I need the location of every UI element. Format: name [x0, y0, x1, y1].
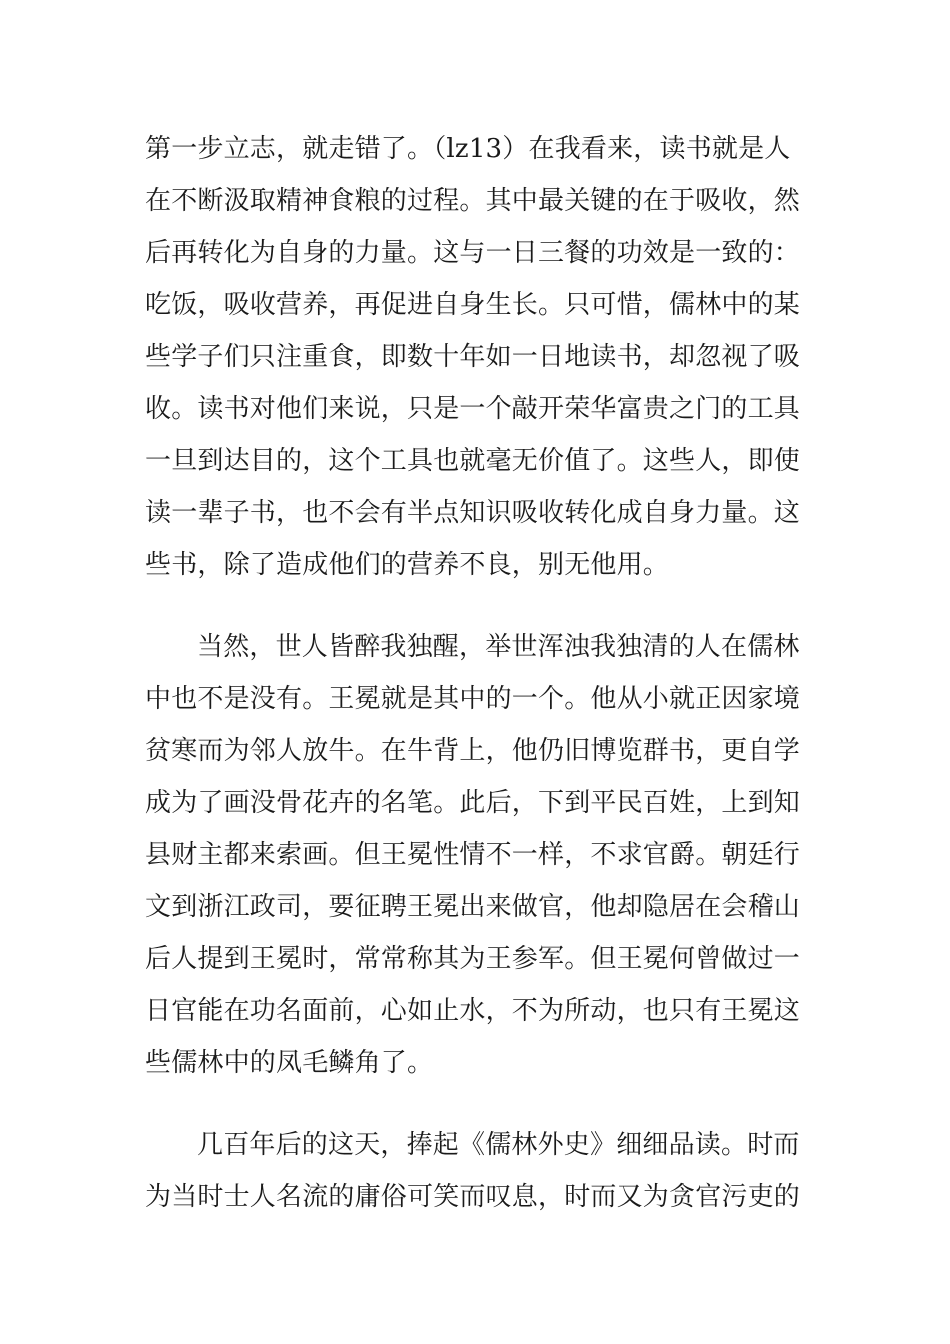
text-line: 些书，除了造成他们的营养不良，别无他用。	[145, 550, 670, 580]
text-line: 文到浙江政司，要征聘王冕出来做官，他却隐居在会稽山	[145, 892, 801, 922]
text-line: 些学子们只注重食，即数十年如一日地读书，却忽视了吸	[145, 342, 801, 372]
text-line: 当然，世人皆醉我独醒，举世浑浊我独清的人在儒林	[197, 632, 800, 662]
text-line: 为当时士人名流的庸俗可笑而叹息，时而又为贪官污吏的	[145, 1182, 801, 1212]
text-line: 成为了画没骨花卉的名笔。此后，下到平民百姓，上到知	[145, 788, 801, 818]
text-line: 些儒林中的凤毛鳞角了。	[145, 1048, 434, 1078]
text-line: 第一步立志，就走错了。（lz13）在我看来，读书就是人	[145, 134, 791, 164]
text-line: 一旦到达目的，这个工具也就毫无价值了。这些人，即使	[145, 446, 801, 476]
text-line: 县财主都来索画。但王冕性情不一样，不求官爵。朝廷行	[145, 840, 801, 870]
text-line: 日官能在功名面前，心如止水，不为所动，也只有王冕这	[145, 996, 801, 1026]
text-line: 在不断汲取精神食粮的过程。其中最关键的在于吸收，然	[145, 186, 801, 216]
text-line: 收。读书对他们来说，只是一个敲开荣华富贵之门的工具	[145, 394, 801, 424]
text-line: 后人提到王冕时，常常称其为王参军。但王冕何曾做过一	[145, 944, 801, 974]
text-line: 几百年后的这天，捧起《儒林外史》细细品读。时而	[197, 1130, 800, 1160]
text-line: 吃饭，吸收营养，再促进自身生长。只可惜，儒林中的某	[145, 290, 801, 320]
text-line: 读一辈子书，也不会有半点知识吸收转化成自身力量。这	[145, 498, 801, 528]
text-line: 贫寒而为邻人放牛。在牛背上，他仍旧博览群书，更自学	[145, 736, 801, 766]
text-line: 后再转化为自身的力量。这与一日三餐的功效是一致的：	[145, 238, 801, 268]
text-line: 中也不是没有。王冕就是其中的一个。他从小就正因家境	[145, 684, 801, 714]
